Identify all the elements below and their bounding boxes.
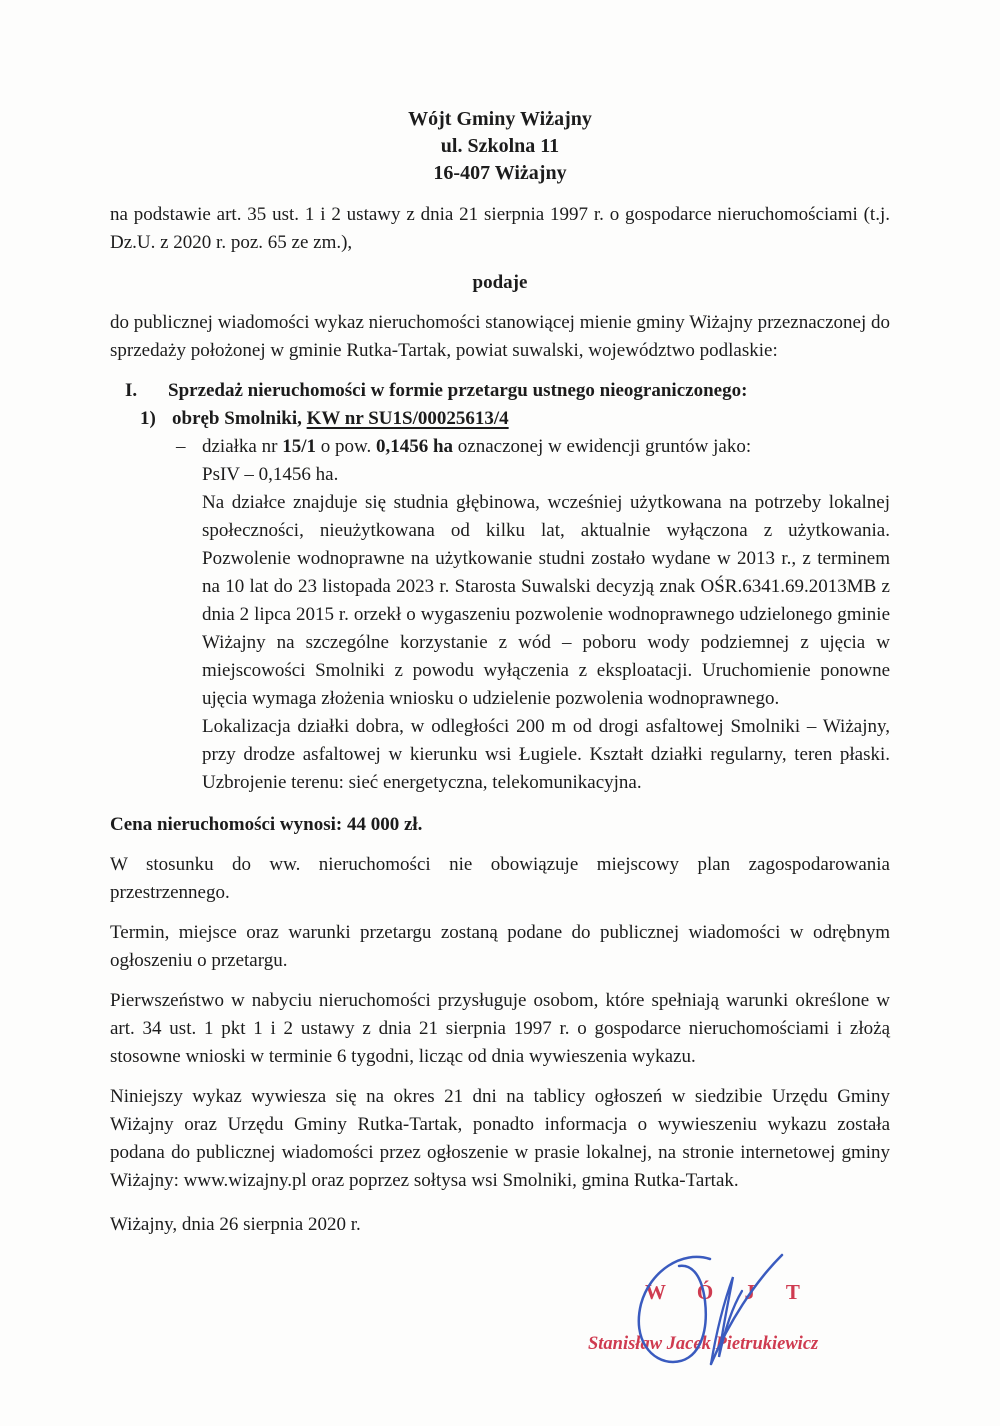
sender-city: 16-407 Wiżajny (433, 162, 567, 184)
section-item (110, 405, 890, 433)
signature-loop-stroke (639, 1257, 710, 1362)
land-class-line: PsIV – 0,1456 ha. (202, 464, 339, 485)
auction-terms-paragraph: Termin, miejsce oraz warunki przetargu zostaną podane do publicznej wiadomości w odrębnym ogłoszeniu o przetargu. (110, 922, 890, 971)
handwritten-signature (612, 1252, 807, 1367)
sender-street: ul. Szkolna 11 (440, 135, 560, 157)
location-description-paragraph: Lokalizacja działki dobra, w odległości 200 m od drogi asfaltowej Smolniki – Wiżajny, przy drodze asfaltowej w kierunku wsi Ługiele. Kształt działki regularny, teren płaski. Uzbrojenie terenu: sieć energetyczna, telekomunikacyjna. (202, 716, 890, 793)
plot-text-2: o pow. (315, 436, 376, 457)
zoning-plan-paragraph: W stosunku do ww. nieruchomości nie obowiązuje miejscowy plan zagospodarowania przestrzennego. (110, 854, 890, 903)
plot-details (110, 433, 890, 797)
item-text (172, 405, 509, 433)
priority-rights-paragraph: Pierwszeństwo w nabyciu nieruchomości przysługuje osobom, które spełniają warunki określone w art. 34 ust. 1 pkt 1 i 2 ustawy z dnia 21 sierpnia 1997 r. o gospodarce nieruchomościami i złożą stosowne wnioski w terminie 6 tygodni, licząc od dnia wywieszenia wykazu. (110, 990, 890, 1067)
sale-section (110, 377, 890, 797)
item-number: 1) (140, 408, 156, 429)
announcement-paragraph: do publicznej wiadomości wykaz nieruchomości stanowiącej mienie gminy Wiżajny przeznaczonej do sprzedaży położonej w gminie Rutka-Tartak, powiat suwalski, województwo podlaskie: (110, 312, 890, 361)
signature-stamp-name: Stanisław Jacek Pietrukiewicz (588, 1334, 819, 1354)
plot-number: 15/1 (282, 436, 316, 457)
section-heading (110, 377, 890, 405)
letterhead (110, 106, 890, 187)
plot-text-3: oznaczonej w ewidencji gruntów jako: (453, 436, 752, 457)
well-description-paragraph: Na działce znajduje się studnia głębinowa, wcześniej użytkowana na potrzeby lokalnej społeczności, nieużytkowana od kilku lat, aktualnie wyłączona z użytkowania. Pozwolenie wodnoprawne na użytkowanie studni zostało wydane w 2013 r., z terminem na 10 lat do 23 listopada 2023 r. Starosta Suwalski decyzją znak OŚR.6341.69.2013MB z dnia 2 lipca 2015 r. orzekł o wygaszeniu pozwolenie wodnoprawnego udzielonego gminie Wiżajny na szczególne korzystanie z wód – poboru wody podziemnej z ujęcia w miejscowości Smolniki z powodu wyłączenia z eksploatacji. Uruchomienie ponowne ujęcia wymaga złożenia wniosku o udzielenie pozwolenia wodnoprawnego. (202, 492, 890, 709)
posting-notice-paragraph: Niniejszy wykaz wywiesza się na okres 21 dni na tablicy ogłoszeń w siedzibie Urzędu Gminy Wiżajny oraz Urzędu Gminy Rutka-Tartak, ponadto informacja o wywieszeniu wykazu została podana do publicznej wiadomości przez ogłoszenie w prasie lokalnej, na stronie internetowej gminy Wiżajny: www.wizajny.pl oraz poprzez sołtysa wsi Smolniki, gmina Rutka-Tartak. (110, 1086, 890, 1191)
land-register-number: KW nr SU1S/00025613/4 (306, 408, 509, 429)
plot-text-1: działka nr (202, 436, 283, 457)
sender-name: Wójt Gminy Wiżajny (408, 108, 592, 130)
price-line: Cena nieruchomości wynosi: 44 000 zł. (110, 814, 423, 835)
signature-stamp-title: W Ó J T (645, 1280, 813, 1304)
item-prefix: obręb Smolniki, (172, 408, 307, 429)
date-line: Wiżajny, dnia 26 sierpnia 2020 r. (110, 1214, 361, 1235)
section-title: Sprzedaż nieruchomości w formie przetargu ustnego nieograniczonego: (168, 380, 748, 401)
podaje-word: podaje (472, 272, 528, 293)
section-number: I. (125, 380, 138, 401)
dash-bullet: – (176, 436, 186, 457)
plot-area: 0,1456 ha (375, 436, 454, 457)
plot-details-content (202, 433, 890, 797)
legal-basis-paragraph: na podstawie art. 35 ust. 1 i 2 ustawy z dnia 21 sierpnia 1997 r. o gospodarce nieruchomościami (t.j. Dz.U. z 2020 r. poz. 65 ze zm.), (110, 204, 890, 253)
plot-line (202, 433, 890, 461)
